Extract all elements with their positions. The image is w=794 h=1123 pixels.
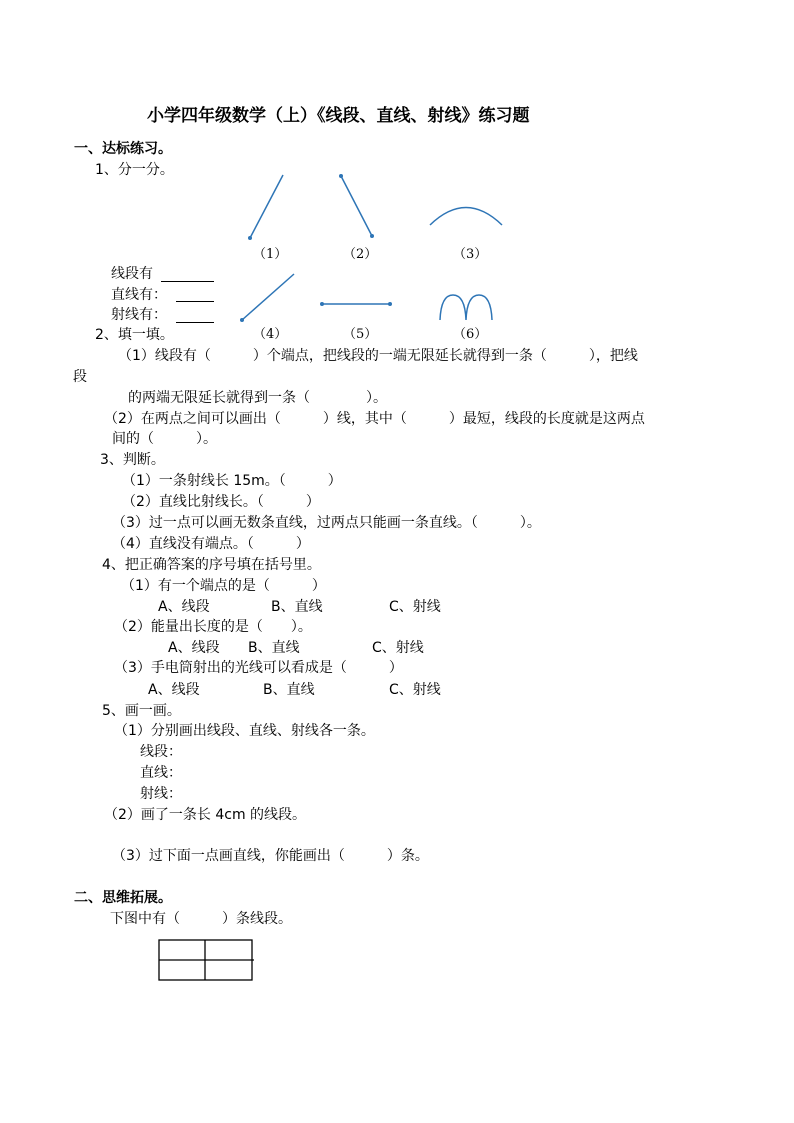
q4-sub-1-option-b: B、直线 [271,599,323,615]
figure-label-3: （3） [453,247,488,262]
q4-sub-2: （2）能量出长度的是（ ）。 [114,619,312,635]
q3-item-1: （1）一条射线长 15m。（ ） [122,473,342,489]
q2-line-1-wrap: 段 [73,369,87,385]
q2-line-2: 的两端无限延长就得到一条（ ）。 [128,390,387,406]
page-title: 小学四年级数学（上）《线段、直线、射线》练习题 [147,106,530,126]
q4-prompt: 4、把正确答案的序号填在括号里。 [102,557,321,573]
q5-line-label: 直线： [140,765,182,781]
q2-line-4: 间的（ ）。 [112,431,217,447]
q4-sub-3-option-c: C、射线 [389,682,441,698]
q2-line-1: （1）线段有（ ）个端点，把线段的一端无限延长就得到一条（ ），把线 [118,348,638,364]
q1-prompt: 1、分一分。 [95,162,174,178]
figure-label-6: （6） [453,327,488,342]
figure-label-4: （4） [253,327,288,342]
q3-prompt: 3、判断。 [100,452,165,468]
figure-label-2: （2） [343,247,378,262]
q5-ray-label: 射线： [140,786,182,802]
q4-sub-2-option-c: C、射线 [372,640,424,656]
q3-item-3: （3）过一点可以画无数条直线，过两点只能画一条直线。（ ）。 [112,515,541,531]
figure-label-1: （1） [253,247,288,262]
ray-answer-label: 射线有： [111,307,167,323]
line-answer-label: 直线有： [111,287,167,303]
section-2-prompt: 下图中有（ ）条线段。 [110,911,292,927]
q4-sub-3-option-a: A、线段 [148,682,200,698]
q3-item-4: （4）直线没有端点。（ ） [112,536,310,552]
q5-sub-2: （2）画了一条长 4cm 的线段。 [104,807,307,823]
q5-sub-3: （3）过下面一点画直线，你能画出（ ）条。 [112,848,429,864]
q4-sub-1-option-a: A、线段 [158,599,210,615]
q4-sub-1: （1）有一个端点的是（ ） [121,578,326,594]
q2-prompt: 2、填一填。 [95,327,174,343]
q5-sub-1: （1）分别画出线段、直线、射线各一条。 [114,723,375,739]
segment-answer-label: 线段有 [111,266,153,282]
q5-prompt: 5、画一画。 [102,703,181,719]
q4-sub-3: （3）手电筒射出的光线可以看成是（ ） [114,660,403,676]
q2-line-3: （2）在两点之间可以画出（ ）线，其中（ ）最短，线段的长度就是这两点 [104,411,645,427]
q4-sub-2-option-a: A、线段 [168,640,220,656]
q5-segment-label: 线段： [140,744,182,760]
figure-label-5: （5） [343,327,378,342]
q4-sub-2-option-b: B、直线 [248,640,300,656]
section-1-heading: 一、达标练习。 [74,141,172,157]
q4-sub-3-option-b: B、直线 [263,682,315,698]
q4-sub-1-option-c: C、射线 [389,599,441,615]
q3-item-2: （2）直线比射线长。（ ） [122,494,320,510]
section-2-heading: 二、思维拓展。 [74,890,172,906]
